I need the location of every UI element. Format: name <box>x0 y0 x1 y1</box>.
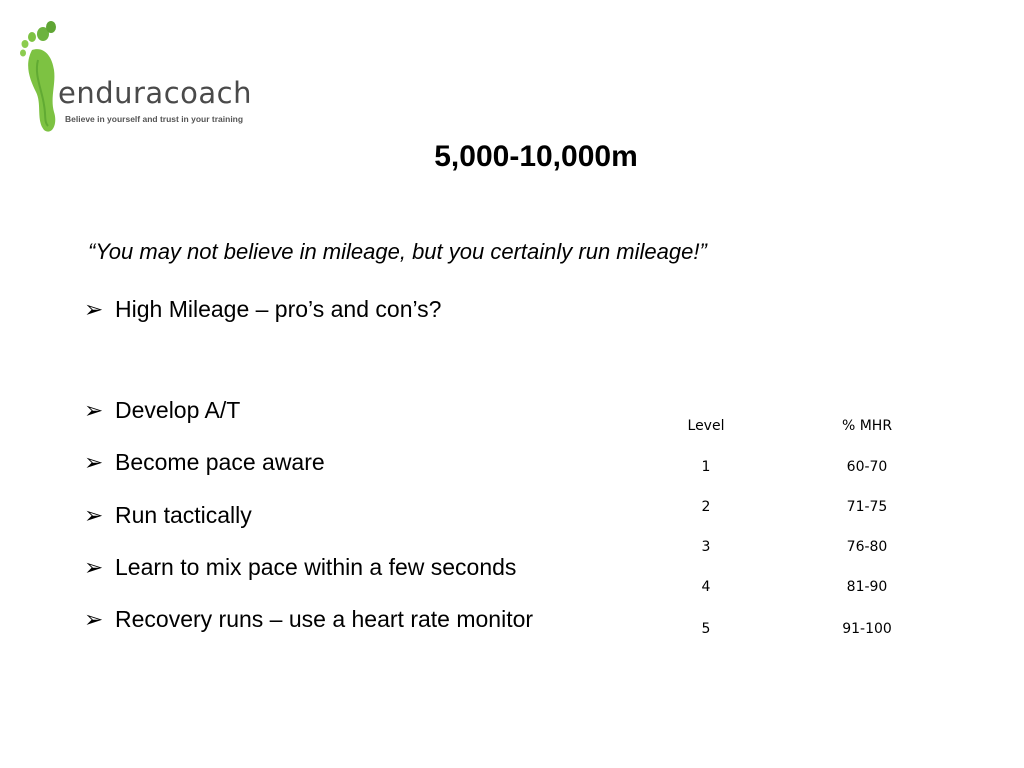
bullet-text: Learn to mix pace within a few seconds <box>115 554 517 580</box>
bullet-text: Run tactically <box>115 502 252 528</box>
bullet-text: High Mileage – pro’s and con’s? <box>115 296 442 322</box>
arrow-bullet-icon: ➢ <box>84 554 104 580</box>
table-row <box>640 499 940 539</box>
arrow-bullet-icon: ➢ <box>84 397 104 423</box>
table-header-level: Level <box>687 418 725 434</box>
arrow-bullet-icon: ➢ <box>84 449 104 475</box>
list-item <box>84 449 325 476</box>
table-cell-level: 3 <box>701 539 711 555</box>
table-cell-mhr: 91-100 <box>842 621 892 637</box>
table-cell-level: 5 <box>701 621 711 637</box>
table-row <box>640 579 940 619</box>
list-item <box>84 296 441 323</box>
brand-name: enduracoach <box>58 76 252 110</box>
table-row <box>640 539 940 579</box>
table-cell-mhr: 60-70 <box>846 459 888 475</box>
list-item <box>84 606 533 633</box>
table-cell-level: 2 <box>701 499 711 515</box>
list-item <box>84 502 252 529</box>
table-cell-mhr: 81-90 <box>846 579 888 595</box>
slide-quote: “You may not believe in mileage, but you certainly run mileage!” <box>88 239 707 264</box>
brand-tagline: Believe in yourself and trust in your training <box>65 114 244 124</box>
table-header-row <box>640 418 940 458</box>
arrow-bullet-icon: ➢ <box>84 502 104 528</box>
arrow-bullet-icon: ➢ <box>84 606 104 632</box>
list-item <box>84 397 240 424</box>
arrow-bullet-icon: ➢ <box>84 296 104 322</box>
logo <box>18 20 268 135</box>
bullet-text: Develop A/T <box>115 397 241 423</box>
slide-title: 5,000-10,000m <box>434 140 638 173</box>
table-header-mhr: % MHR <box>841 418 893 434</box>
bullet-text: Recovery runs – use a heart rate monitor <box>115 606 534 632</box>
table-cell-level: 1 <box>701 459 711 475</box>
table-cell-mhr: 76-80 <box>846 539 888 555</box>
table-cell-mhr: 71-75 <box>846 499 888 515</box>
table-cell-level: 4 <box>701 579 711 595</box>
table-row <box>640 621 940 661</box>
bullet-text: Become pace aware <box>115 449 325 475</box>
table-row <box>640 459 940 499</box>
list-item <box>84 554 516 581</box>
